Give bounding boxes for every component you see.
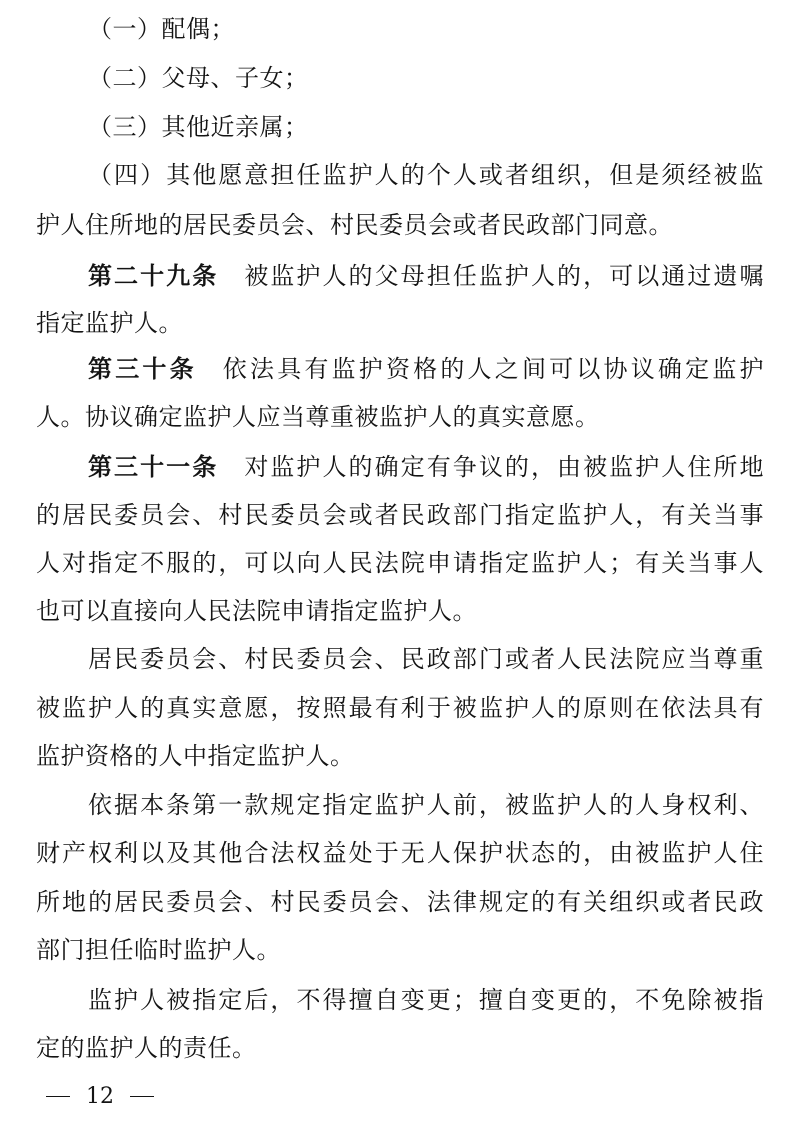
- article-text: 人。协议确定监护人应当尊重被监护人的真实意愿。: [36, 403, 600, 431]
- article-31-line: [36, 584, 764, 638]
- paragraph-line: [36, 923, 764, 977]
- article-30: [36, 342, 764, 396]
- article-text: 对监护人的确定有争议的，由被监护人住所地: [244, 453, 764, 481]
- article-30-continuation: [36, 390, 764, 444]
- footer-dash: [46, 1096, 70, 1097]
- article-text: 也可以直接向人民法院申请指定监护人。: [36, 597, 477, 625]
- item-text: 配偶；: [161, 15, 235, 43]
- article-text: 被监护人的父母担任监护人的，可以通过遗嘱: [244, 262, 764, 290]
- paragraph-line: [36, 875, 764, 929]
- paragraph-line: [36, 826, 764, 880]
- item-text: 父母、子女；: [161, 64, 309, 92]
- paragraph-text: 依据本条第一款规定指定监护人前，被监护人的人身权利、: [88, 791, 764, 819]
- article-heading: 第三十条: [88, 355, 197, 383]
- paragraph-line: [36, 681, 764, 735]
- paragraph-text: 财产权利以及其他合法权益处于无人保护状态的，由被监护人住: [36, 839, 764, 867]
- paragraph-line: [36, 729, 764, 783]
- article-heading: 第二十九条: [88, 262, 219, 290]
- footer-dash: [130, 1096, 154, 1097]
- item-text: 护人住所地的居民委员会、村民委员会或者民政部门同意。: [36, 211, 673, 239]
- list-item: [36, 100, 764, 154]
- list-item: [36, 51, 764, 105]
- item-text: 其他愿意担任监护人的个人或者组织，但是须经被监: [166, 161, 765, 189]
- article-31: [36, 440, 764, 494]
- paragraph: [36, 778, 764, 832]
- paragraph-text: 监护资格的人中指定监护人。: [36, 742, 355, 770]
- paragraph: [36, 632, 764, 686]
- article-text: 的居民委员会、村民委员会或者民政部门指定监护人，有关当事: [36, 501, 764, 529]
- item-label: （二）: [88, 64, 162, 92]
- item-label: （一）: [88, 15, 162, 43]
- paragraph-text: 定的监护人的责任。: [36, 1034, 257, 1062]
- article-heading: 第三十一条: [88, 453, 219, 481]
- paragraph-line: [36, 1021, 764, 1075]
- article-text: 人对指定不服的，可以向人民法院申请指定监护人；有关当事人: [36, 549, 764, 577]
- paragraph-text: 所地的居民委员会、村民委员会、法律规定的有关组织或者民政: [36, 888, 764, 916]
- page-footer: [46, 1078, 154, 1114]
- list-item: [36, 148, 764, 202]
- article-29: [36, 249, 764, 303]
- paragraph-text: 监护人被指定后，不得擅自变更；擅自变更的，不免除被指: [88, 986, 764, 1014]
- paragraph-text: 部门担任临时监护人。: [36, 936, 281, 964]
- paragraph-text: 居民委员会、村民委员会、民政部门或者人民法院应当尊重: [88, 645, 764, 673]
- page-number: 12: [86, 1083, 114, 1109]
- paragraph-text: 被监护人的真实意愿，按照最有利于被监护人的原则在依法具有: [36, 694, 764, 722]
- item-label: （三）: [88, 113, 162, 141]
- paragraph: [36, 973, 764, 1027]
- article-31-line: [36, 488, 764, 542]
- item-label: （四）: [88, 161, 167, 189]
- list-item: [36, 2, 764, 56]
- article-text: 指定监护人。: [36, 309, 183, 337]
- article-text: 依法具有监护资格的人之间可以协议确定监护: [222, 355, 765, 383]
- item-text: 其他近亲属；: [161, 113, 309, 141]
- article-31-line: [36, 536, 764, 590]
- list-item-continuation: [36, 198, 764, 252]
